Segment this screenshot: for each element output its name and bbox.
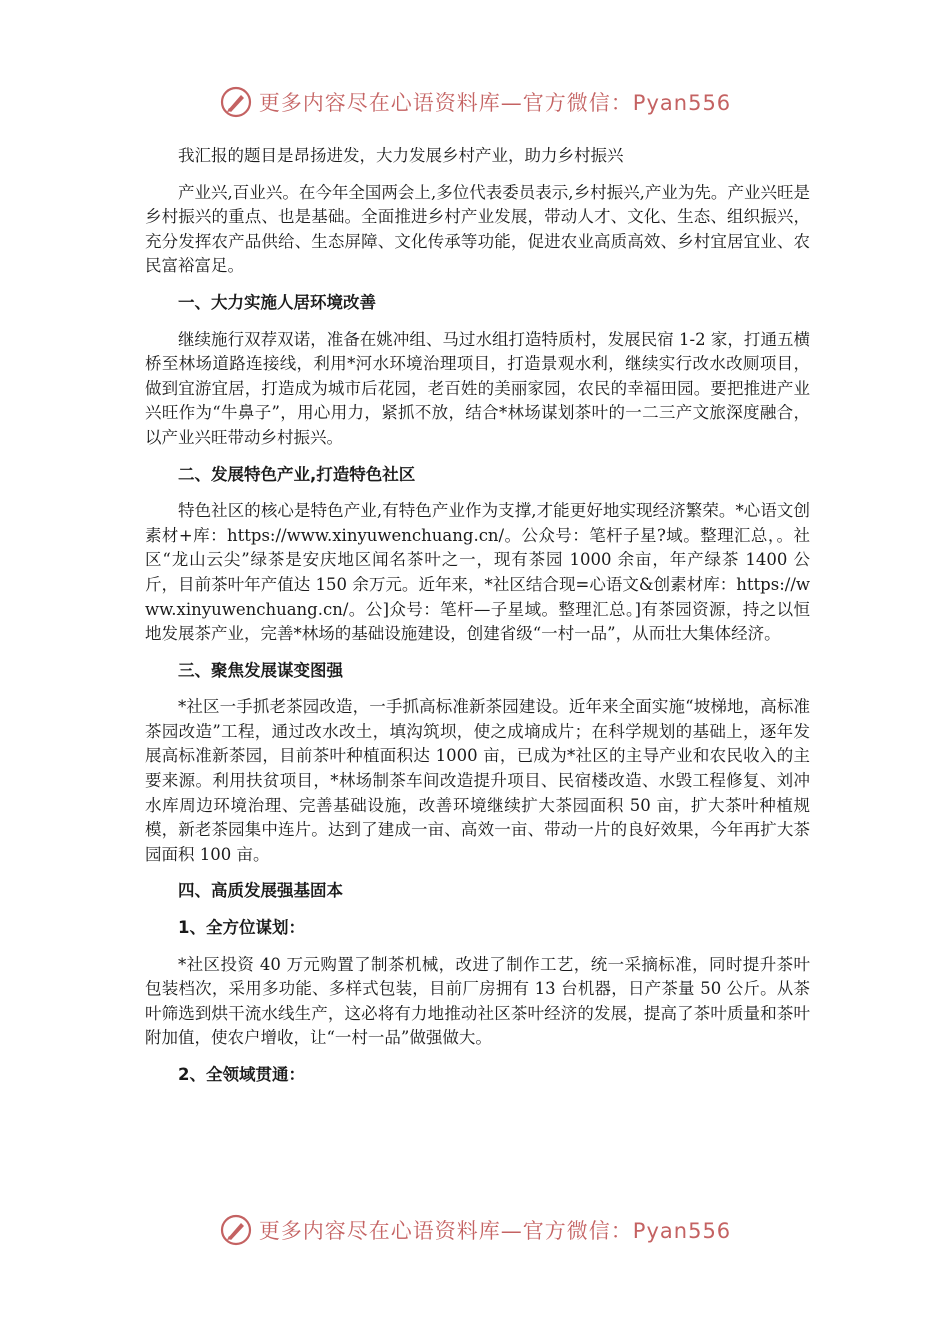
- section2-heading: 二、发展特色产业,打造特色社区: [178, 464, 416, 484]
- header-banner: [0, 82, 950, 122]
- banner-text: 更多内容尽在心语资料库—官方微信：Pyan556: [258, 91, 732, 115]
- section4-heading: 四、高质发展强基固本: [178, 881, 343, 901]
- title-line: 我汇报的题目是昂扬进发，大力发展乡村产业，助力乡村振兴: [178, 146, 624, 165]
- intro-paragraph: 产业兴,百业兴。在今年全国两会上,多位代表委员表示,乡村振兴,产业为先。产业兴旺是乡村振兴的重点、也是基础。全面推进乡村产业发展，带动人才、文化、生态、组织振兴，充分发挥农产品供给、生态屏障、文化传承等功能，促进农业高质高效、乡村宜居宜业、农民富裕富足。: [145, 182, 810, 276]
- subsection2-heading: 2、全领域贯通：: [178, 1065, 305, 1084]
- section1-paragraph: 继续施行双荐双诺，准备在姚冲组、马过水组打造特质村，发展民宿 1-2 家，打通五横桥至林场道路连接线，利用*河水环境治理项目，打造景观水利，继续实行改水改厕项目，做到宜游宜居，打造成为城市后花园，老百姓的美丽家园，农民的幸福田园。要把推进产业兴旺作为“牛鼻子”，用心用力，紧抓不放，结合*林场谋划茶叶的一二三产文旅深度融合，以产业兴旺带动乡村振兴。: [145, 329, 810, 447]
- section3-heading: 三、聚焦发展谋变图强: [178, 660, 343, 680]
- footer-banner: [0, 1210, 950, 1250]
- subsection1-paragraph: *社区投资 40 万元购置了制茶机械，改进了制作工艺，统一采摘标准，同时提升茶叶包装档次，采用多功能、多样式包装，目前厂房拥有 13 台机器，日产茶量 50 公斤。从茶叶筛选到烘干流水线生产，这必将有力地推动社区茶叶经济的发展，提高了茶叶质量和茶叶附加值，使农户增收，让“一村一品”做强做大。: [145, 954, 810, 1048]
- section1-heading: 一、大力实施人居环境改善: [178, 292, 376, 312]
- pen-logo-icon: [219, 1213, 253, 1247]
- document-body: [145, 144, 810, 1100]
- section2-paragraph: 特色社区的核心是特色产业,有特色产业作为支撑,才能更好地实现经济繁荣。*心语文创素材+库：https://www.xinyuwenchuang.cn/。公众号：笔杆子星?域。整理汇总，。社区“龙山云尖”绿茶是安庆地区闻名茶叶之一，现有茶园 1000 余亩，年产绿茶 1400 公斤，目前茶叶年产值达 150 余万元。近年来，*社区结合现=心语文&创素材库：https://www.xinyuwenchuang.cn/。公]众号：笔杆—子星域。整理汇总。]有茶园资源，持之以恒地发展茶产业，完善*林场的基础设施建设，创建省级“一村一品”，从而壮大集体经济。: [145, 501, 810, 644]
- subsection1-heading: 1、全方位谋划：: [178, 918, 305, 938]
- section3-paragraph: *社区一手抓老茶园改造，一手抓高标准新茶园建设。近年来全面实施“坡梯地，高标准茶园改造”工程，通过改水改土，填沟筑坝，使之成墒成片；在科学规划的基础上，逐年发展高标准新茶园，目前茶叶种植面积达 1000 亩，已成为*社区的主导产业和农民收入的主要来源。利用扶贫项目，*林场制茶车间改造提升项目、民宿楼改造、水毁工程修复、刘冲水库周边环境治理、完善基础设施，改善环境继续扩大茶园面积 50 亩，扩大茶叶种植规模，新老茶园集中连片。达到了建成一亩、高效一亩、带动一片的良好效果，今年再扩大茶园面积 100 亩。: [145, 697, 810, 864]
- banner-text: 更多内容尽在心语资料库—官方微信：Pyan556: [258, 1219, 732, 1243]
- pen-logo-icon: [219, 85, 253, 119]
